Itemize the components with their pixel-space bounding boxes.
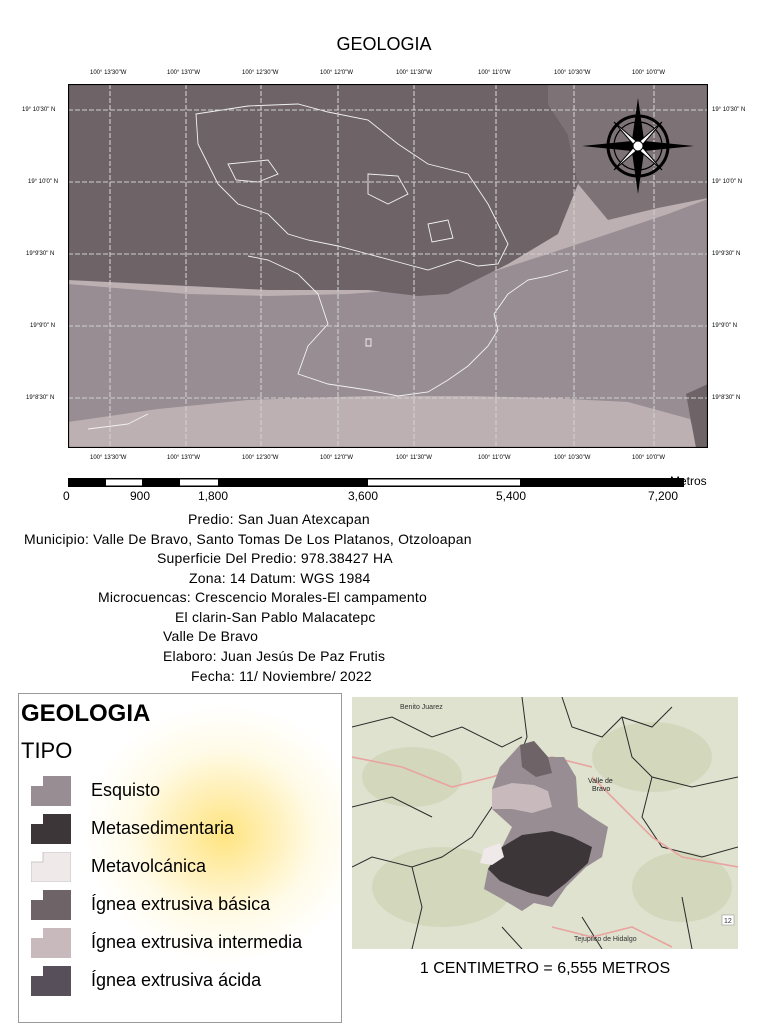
- info-predio: Predio: San Juan Atexcapan: [188, 511, 370, 527]
- lon-label-top: 100° 10'30"W: [554, 70, 591, 76]
- info-elaboro: Elaboro: Juan Jesús De Paz Frutis: [163, 648, 386, 664]
- lat-label-right: 19°9'0" N: [712, 323, 738, 329]
- lat-label-left: 19°9'30" N: [26, 251, 55, 257]
- lat-label-right: 19°9'30" N: [712, 251, 741, 257]
- lon-label-top: 100° 13'0"W: [167, 70, 201, 76]
- info-municipio: Municipio: Valle De Bravo, Santo Tomas De Los Platanos, Otzoloapan: [24, 531, 472, 547]
- inset-place-label-line: Valle de: [588, 778, 613, 785]
- inset-place-label: Tejupilco de Hidalgo: [574, 936, 637, 943]
- lon-label-bottom: 100° 13'0"W: [167, 455, 201, 461]
- scale-tick-label: 3,600: [348, 489, 379, 503]
- scale-tick-label: 1,800: [198, 489, 229, 503]
- legend-swatch: [31, 890, 71, 920]
- legend-swatch: [31, 776, 71, 806]
- numeric-scale-text: 1 CENTIMETRO = 6,555 METROS: [419, 960, 671, 977]
- legend-swatch: [31, 814, 71, 844]
- legend-label: Esquisto: [91, 780, 161, 800]
- lon-label-top: 100° 12'30"W: [242, 70, 279, 76]
- lon-label-bottom: 100° 12'30"W: [242, 455, 279, 461]
- lon-label-top: 100° 10'0"W: [632, 70, 666, 76]
- lon-label-top: 100° 13'30"W: [90, 70, 127, 76]
- lat-label-right: 19° 10'30" N: [712, 107, 746, 113]
- scale-tick-label: 5,400: [496, 489, 527, 503]
- lon-label-bottom: 100° 11'30"W: [396, 455, 432, 461]
- lat-label-left: 19°9'0" N: [30, 323, 56, 329]
- lon-label-bottom: 100° 10'0"W: [632, 455, 666, 461]
- lat-label-left: 19° 10'0" N: [28, 179, 59, 185]
- legend-swatch: [31, 852, 71, 882]
- legend-swatch: [31, 966, 71, 996]
- lat-label-right: 19° 10'0" N: [712, 179, 743, 185]
- legend-swatch: [31, 928, 71, 958]
- lon-label-bottom: 100° 10'30"W: [554, 455, 591, 461]
- legend-subtitle: TIPO: [21, 738, 73, 763]
- ignea-basica-unit: [68, 84, 578, 296]
- legend-label: Metasedimentaria: [91, 818, 235, 838]
- geology-map: [68, 84, 708, 448]
- scale-tick-label: 900: [130, 489, 151, 503]
- inset-place-label: Benito Juarez: [400, 704, 443, 711]
- map-title: GEOLOGIA: [336, 34, 432, 54]
- inset-place-label: [588, 778, 613, 793]
- info-microcuencas-2: El clarin-San Pablo Malacatepc: [175, 609, 376, 625]
- lon-label-top: 100° 11'0"W: [478, 70, 511, 76]
- lat-label-left: 19°8'30" N: [26, 395, 55, 401]
- info-superficie: Superficie Del Predio: 978.38427 HA: [157, 550, 393, 566]
- legend-label: Ígnea extrusiva ácida: [91, 970, 262, 990]
- lat-label-left: 19° 10'30" N: [22, 107, 56, 113]
- lon-label-bottom: 100° 12'0"W: [320, 455, 354, 461]
- legend-label: Metavolcánica: [91, 856, 207, 876]
- legend-label: Ígnea extrusiva intermedia: [91, 932, 303, 952]
- lon-label-bottom: 100° 13'30"W: [90, 455, 127, 461]
- legend-label: Ígnea extrusiva básica: [91, 894, 271, 914]
- location-inset-map: [352, 697, 738, 949]
- scale-unit-label: Metros: [670, 474, 707, 488]
- road-marker-label: 12: [724, 918, 732, 925]
- legend-title: GEOLOGIA: [21, 700, 151, 727]
- scale-tick-label: 7,200: [648, 489, 679, 503]
- inset-place-label-line: Bravo: [592, 786, 611, 793]
- lon-label-top: 100° 11'30"W: [396, 70, 432, 76]
- lon-label-top: 100° 12'0"W: [320, 70, 354, 76]
- info-zona: Zona: 14 Datum: WGS 1984: [189, 570, 371, 586]
- info-microcuencas-3: Valle De Bravo: [163, 628, 259, 644]
- info-fecha: Fecha: 11/ Noviembre/ 2022: [191, 668, 372, 684]
- legend-panel: [18, 693, 342, 1023]
- scale-tick-label: 0: [63, 489, 70, 503]
- lon-label-bottom: 100° 11'0"W: [478, 455, 511, 461]
- info-microcuencas: Microcuencas: Crescencio Morales-El campamento: [98, 589, 427, 605]
- scale-bar: [68, 478, 684, 487]
- lat-label-right: 19°8'30" N: [712, 395, 741, 401]
